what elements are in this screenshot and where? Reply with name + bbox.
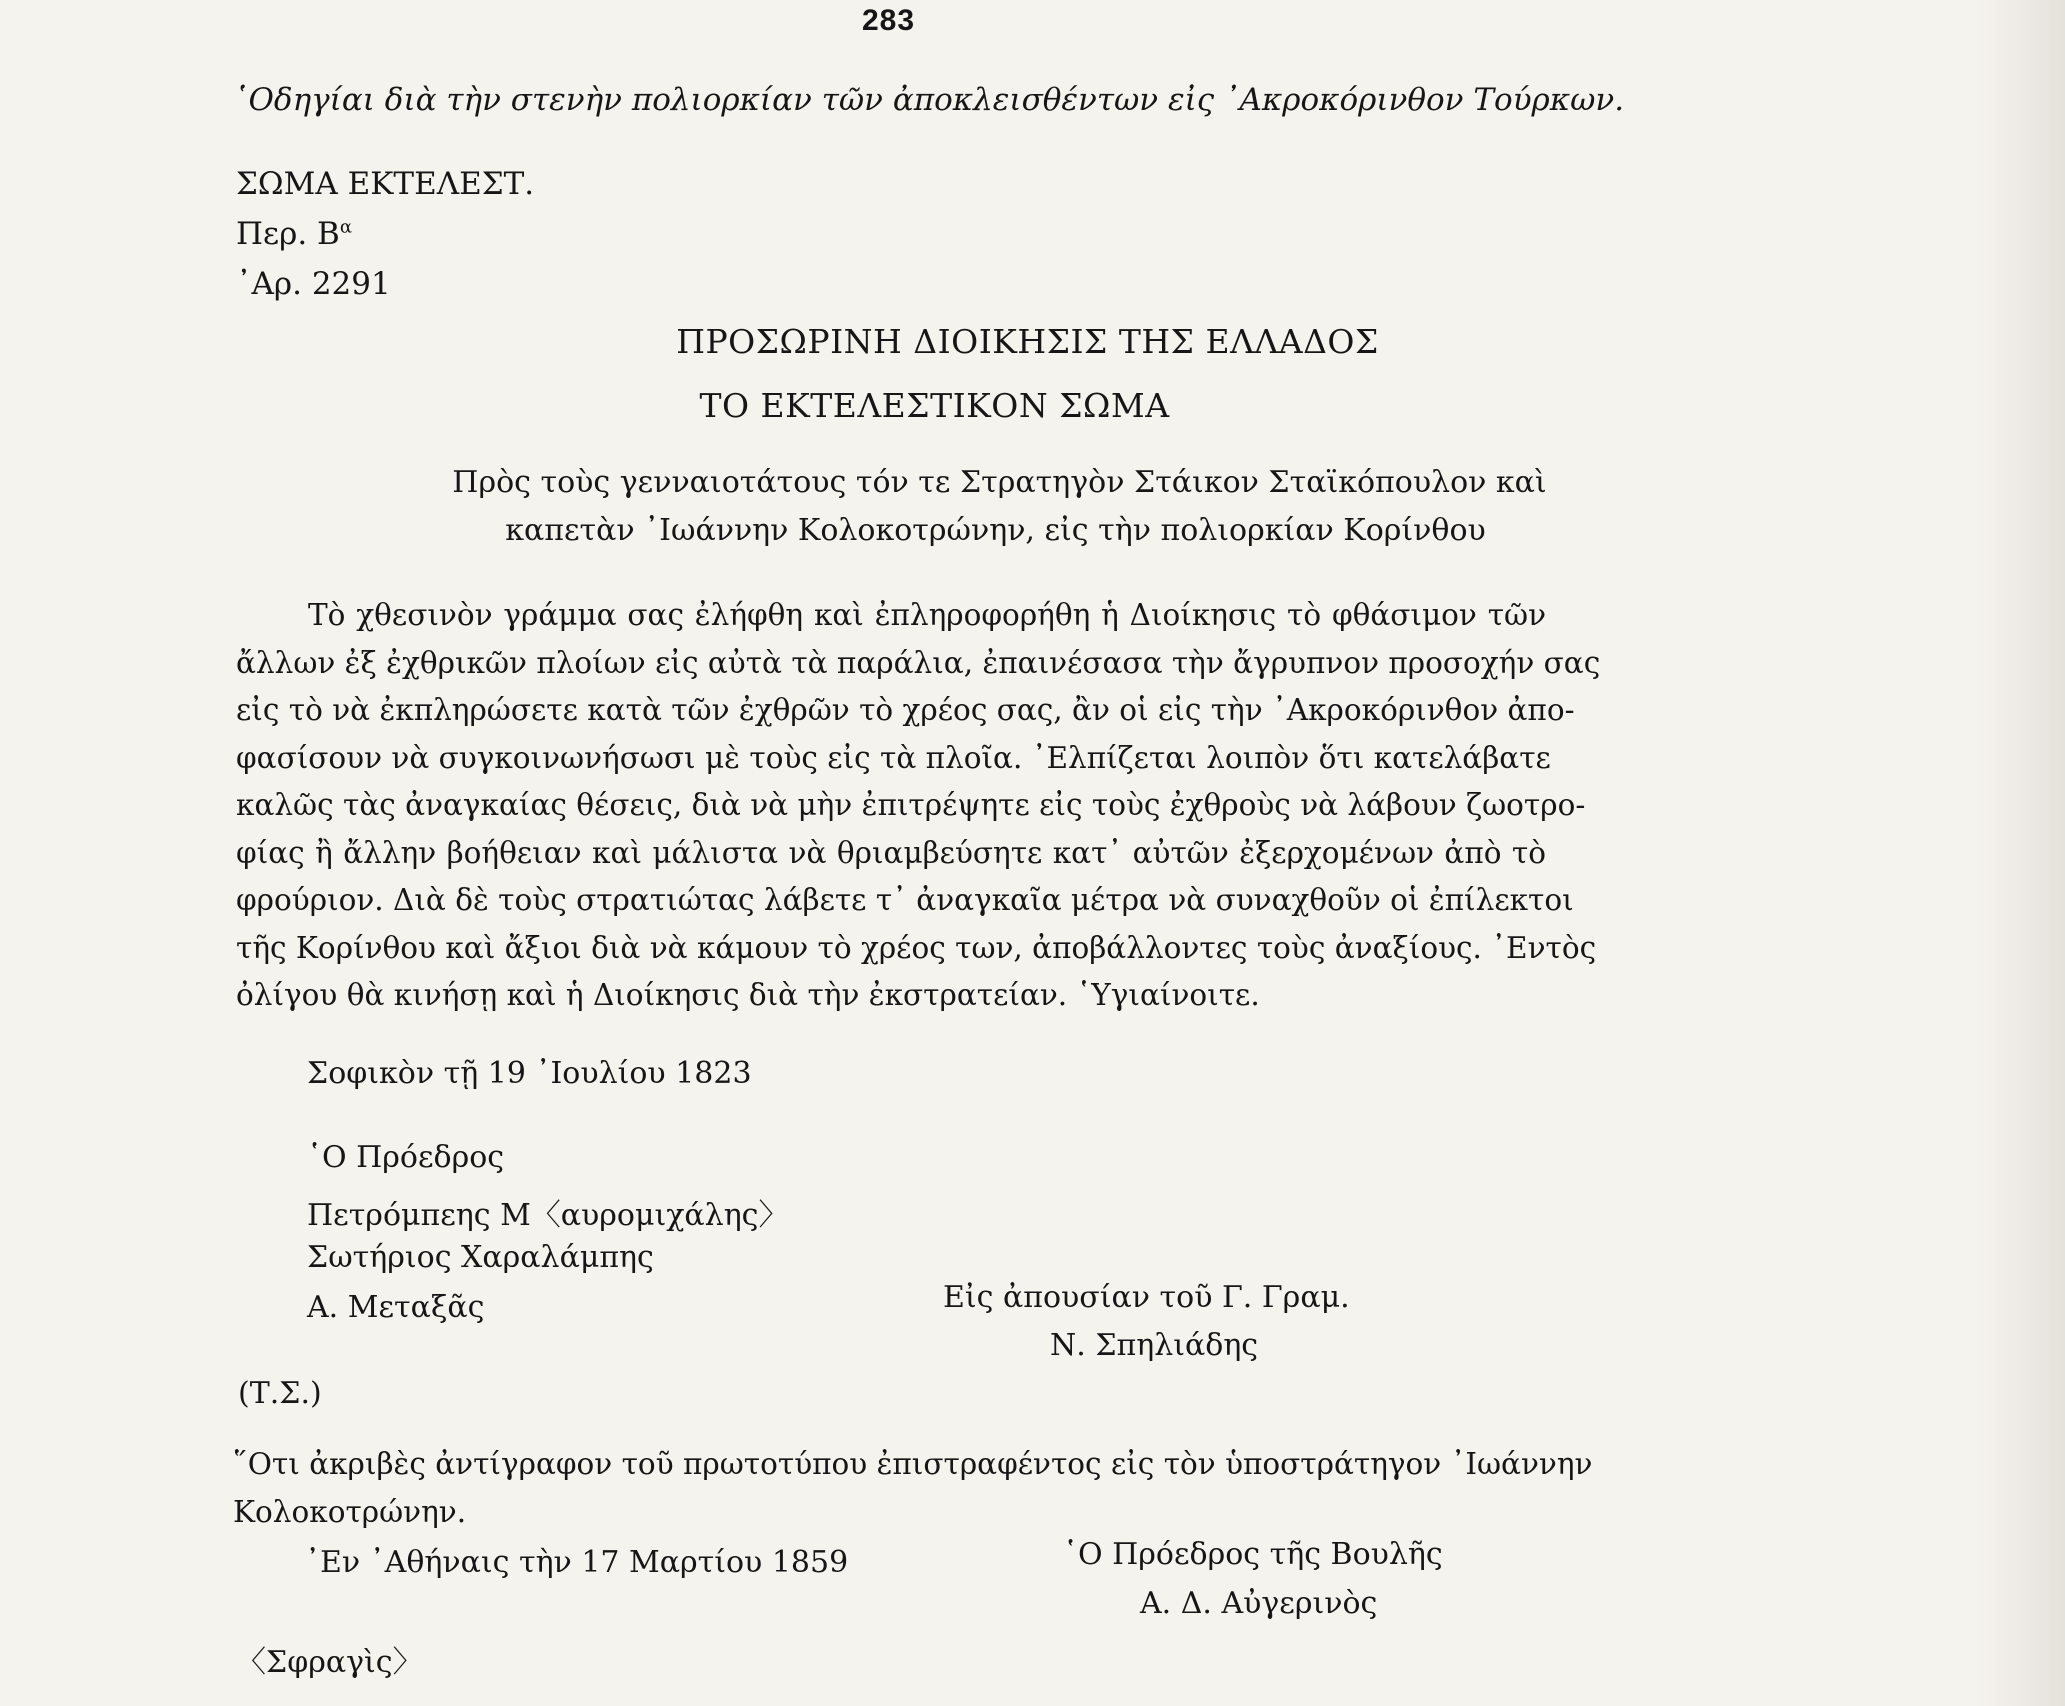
government-title: ΠΡΟΣΩΡΙΝΗ ΔΙΟΙΚΗΣΙΣ ΤΗΣ ΕΛΛΑΔΟΣ	[676, 322, 1379, 361]
period-text: Περ. Β	[236, 216, 340, 252]
body-line: καλῶς τὰς ἀναγκαίας θέσεις, διὰ νὰ μὴν ἐπιτρέψητε εἰς τοὺς ἐχθροὺς νὰ λάβουν ζωοτρο-	[236, 788, 1586, 822]
secretary-name: Ν. Σπηλιάδης	[1050, 1328, 1259, 1363]
body-line: ὀλίγου θὰ κινήσῃ καὶ ἡ Διοίκησις διὰ τὴν ἐκστρατείαν. ῾Υγιαίνοιτε.	[236, 978, 1260, 1012]
page-edge-shadow	[1975, 0, 2065, 1706]
parliament-president-title: ῾Ο Πρόεδρος τῆς Βουλῆς	[1063, 1537, 1443, 1572]
signatory-name: Πετρόμπεης Μ〈αυρομιχάλης〉	[307, 1198, 789, 1233]
body-line: Τὸ χθεσινὸν γράμμα σας ἐλήφθη καὶ ἐπληροφορήθη ἡ Διοίκησις τὸ φθάσιμον τῶν	[308, 598, 1546, 632]
body-line: φίας ἢ ἄλλην βοήθειαν καὶ μάλιστα νὰ θριαμβεύσητε κατ᾿ αὐτῶν ἐξερχομένων ἀπὸ τὸ	[236, 835, 1546, 870]
document-heading: ῾Οδηγίαι διὰ τὴν στενὴν πολιορκίαν τῶν ἀποκλεισθέντων εἰς ᾿Ακροκόρινθον Τούρκων.	[233, 82, 1625, 118]
signatory-name: Α. Μεταξᾶς	[307, 1290, 485, 1325]
secretary-note: Εἰς ἀπουσίαν τοῦ Γ. Γραμ.	[943, 1280, 1350, 1315]
signatory-name: Σωτήριος Χαραλάμπης	[307, 1240, 654, 1275]
certification-line: ῞Οτι ἀκριβὲς ἀντίγραφον τοῦ πρωτοτύπου ἐπιστραφέντος εἰς τὸν ὑποστράτηγον ᾿Ιωάννην	[233, 1447, 1593, 1481]
date-line: Σοφικὸν τῇ 19 ᾿Ιουλίου 1823	[307, 1056, 752, 1091]
certification-place-date: ᾿Εν ᾿Αθήναις τὴν 17 Μαρτίου 1859	[305, 1545, 849, 1580]
body-line: φασίσουν νὰ συγκοινωνήσωσι μὲ τοὺς εἰς τὰ πλοῖα. ᾿Ελπίζεται λοιπὸν ὅτι κατελάβατε	[236, 740, 1551, 775]
document-number: ᾿Αρ. 2291	[236, 266, 391, 302]
page-number: 283	[862, 4, 916, 37]
period-superscript: α	[339, 216, 352, 238]
executive-title: ΤΟ ΕΚΤΕΛΕΣΤΙΚΟΝ ΣΩΜΑ	[699, 386, 1170, 425]
signatory-president-title: ῾Ο Πρόεδρος	[307, 1140, 505, 1175]
addressee-line-2: καπετὰν ᾿Ιωάννην Κολοκοτρώνην, εἰς τὴν πολιορκίαν Κορίνθου	[505, 513, 1486, 548]
addressee-line-1: Πρὸς τοὺς γενναιοτάτους τόν τε Στρατηγὸν Στάικον Σταϊκόπουλον καὶ	[452, 465, 1547, 500]
body-line: φρούριον. Διὰ δὲ τοὺς στρατιώτας λάβετε τ᾿ ἀναγκαῖα μέτρα νὰ συναχθοῦν οἱ ἐπίλεκτοι	[236, 883, 1574, 917]
certification-block	[233, 1440, 1593, 1536]
letter-body	[236, 592, 1601, 1020]
certification-line: Κολοκοτρώνην.	[233, 1495, 467, 1529]
period-line	[236, 216, 352, 252]
issuing-body: ΣΩΜΑ ΕΚΤΕΛΕΣΤ.	[236, 166, 535, 202]
body-line: εἰς τὸ νὰ ἐκπληρώσετε κατὰ τῶν ἐχθρῶν τὸ χρέος σας, ἂν οἱ εἰς τὴν ᾿Ακροκόρινθον ἀπο-	[236, 693, 1575, 727]
body-line: ἄλλων ἐξ ἐχθρικῶν πλοίων εἰς αὐτὰ τὰ παράλια, ἐπαινέσασα τὴν ἄγρυπνον προσοχήν σας	[236, 645, 1601, 680]
seal-mark: (Τ.Σ.)	[238, 1376, 322, 1411]
body-line: τῆς Κορίνθου καὶ ἄξιοι διὰ νὰ κάμουν τὸ χρέος των, ἀποβάλλοντες τοὺς ἀναξίους. ᾿Εντὸς	[236, 930, 1597, 965]
stamp-label: 〈Σφραγὶς〉	[236, 1645, 423, 1680]
parliament-president-name: Α. Δ. Αὐγερινὸς	[1140, 1586, 1378, 1621]
